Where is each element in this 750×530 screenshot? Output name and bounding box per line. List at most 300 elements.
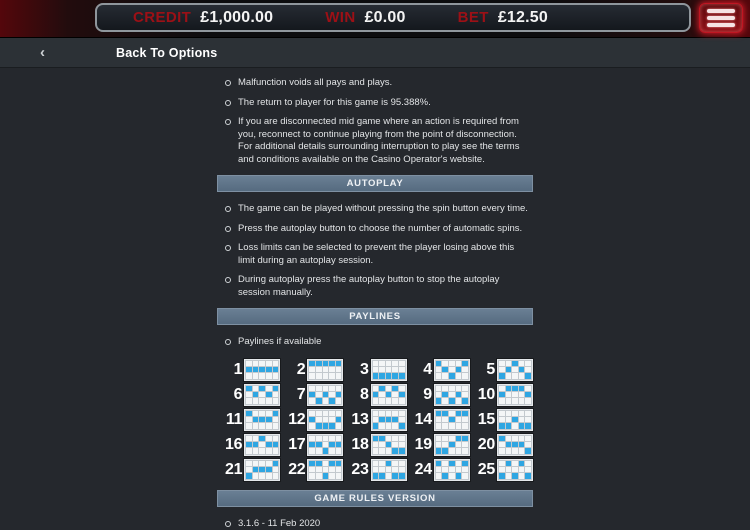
payline-cell [386, 392, 392, 397]
payline-cell [309, 461, 315, 466]
payline-cell [506, 361, 512, 366]
payline-grid-icon [434, 409, 470, 431]
bullet-text: Paylines if available [238, 336, 321, 347]
payline-cell [253, 367, 259, 372]
payline-cell [499, 423, 505, 428]
payline-cell [449, 448, 455, 453]
payline-cell [442, 361, 448, 366]
payline-cell [329, 392, 335, 397]
payline-cell [373, 386, 379, 391]
bullet-circle-icon [225, 245, 231, 251]
payline-cell [456, 461, 462, 466]
payline-cell [323, 448, 329, 453]
payline-cell [519, 473, 525, 478]
payline-cell [246, 473, 252, 478]
payline-cell [449, 398, 455, 403]
payline-cell [336, 461, 342, 466]
payline-item [280, 384, 343, 406]
payline-cell [442, 436, 448, 441]
payline-cell [266, 473, 272, 478]
payline-cell [525, 448, 531, 453]
payline-cell [273, 448, 279, 453]
payline-cell [273, 411, 279, 416]
payline-cell [309, 473, 315, 478]
payline-cell [499, 417, 505, 422]
payline-cell [266, 467, 272, 472]
payline-cell [386, 361, 392, 366]
payline-item [407, 409, 470, 431]
payline-number: 12 [288, 411, 305, 429]
bullet-item [225, 77, 533, 90]
paylines-table [217, 359, 533, 481]
payline-cell [525, 467, 531, 472]
payline-cell [512, 448, 518, 453]
payline-cell [253, 417, 259, 422]
payline-cell [525, 473, 531, 478]
payline-cell [399, 392, 405, 397]
payline-cell [506, 461, 512, 466]
payline-cell [309, 386, 315, 391]
payline-cell [392, 411, 398, 416]
payline-grid-icon [497, 359, 533, 381]
payline-cell [329, 373, 335, 378]
payline-cell [519, 448, 525, 453]
payline-cell [273, 423, 279, 428]
payline-cell [379, 436, 385, 441]
payline-cell [449, 367, 455, 372]
payline-cell [329, 461, 335, 466]
payline-cell [336, 467, 342, 472]
payline-cell [246, 461, 252, 466]
payline-cell [449, 436, 455, 441]
payline-cell [519, 386, 525, 391]
payline-cell [399, 442, 405, 447]
payline-cell [329, 423, 335, 428]
payline-grid-icon [434, 434, 470, 456]
payline-cell [309, 361, 315, 366]
payline-item [280, 434, 343, 456]
payline-number: 6 [234, 386, 243, 404]
payline-cell [379, 361, 385, 366]
payline-cell [436, 386, 442, 391]
bullet-item [225, 116, 533, 166]
payline-cell [336, 436, 342, 441]
payline-cell [506, 398, 512, 403]
paylines-note-list [217, 330, 533, 349]
payline-cell [246, 436, 252, 441]
payline-cell [525, 423, 531, 428]
bullet-text: The game can be played without pressing the spin button every time. [238, 203, 528, 214]
payline-cell [392, 436, 398, 441]
payline-cell [449, 386, 455, 391]
payline-cell [519, 442, 525, 447]
payline-cell [316, 411, 322, 416]
version-section-header: GAME RULES VERSION [217, 490, 533, 507]
bullet-circle-icon [225, 277, 231, 283]
payline-cell [456, 467, 462, 472]
payline-cell [462, 442, 468, 447]
payline-number: 8 [360, 386, 369, 404]
payline-cell [316, 467, 322, 472]
payline-cell [399, 386, 405, 391]
payline-cell [436, 423, 442, 428]
payline-cell [525, 436, 531, 441]
bet-group [458, 9, 548, 27]
payline-number: 16 [225, 436, 242, 454]
payline-cell [506, 448, 512, 453]
payline-cell [462, 461, 468, 466]
payline-cell [399, 423, 405, 428]
back-chevron-icon[interactable]: ‹ [40, 44, 45, 61]
payline-cell [259, 361, 265, 366]
payline-cell [373, 361, 379, 366]
payline-cell [436, 411, 442, 416]
payline-number: 7 [297, 386, 306, 404]
payline-cell [323, 361, 329, 366]
payline-cell [462, 411, 468, 416]
payline-cell [379, 417, 385, 422]
payline-item [470, 459, 533, 481]
payline-cell [506, 417, 512, 422]
payline-item [470, 359, 533, 381]
payline-cell [316, 398, 322, 403]
payline-cell [399, 473, 405, 478]
payline-cell [392, 373, 398, 378]
payline-cell [259, 411, 265, 416]
payline-grid-icon [307, 434, 343, 456]
payline-item [407, 359, 470, 381]
payline-cell [273, 436, 279, 441]
payline-cell [379, 467, 385, 472]
back-to-options-label[interactable]: Back To Options [116, 46, 217, 60]
payline-cell [336, 411, 342, 416]
payline-number: 23 [351, 461, 368, 479]
payline-cell [442, 367, 448, 372]
payline-cell [506, 373, 512, 378]
payline-cell [456, 436, 462, 441]
payline-number: 4 [423, 361, 432, 379]
payline-cell [449, 473, 455, 478]
autoplay-rules-list [217, 197, 533, 299]
payline-cell [323, 398, 329, 403]
payline-cell [309, 448, 315, 453]
bullet-circle-icon [225, 80, 231, 86]
payline-cell [316, 361, 322, 366]
payline-cell [253, 386, 259, 391]
payline-cell [512, 423, 518, 428]
payline-cell [512, 436, 518, 441]
payline-cell [519, 398, 525, 403]
payline-cell [392, 386, 398, 391]
payline-cell [336, 367, 342, 372]
payline-cell [246, 392, 252, 397]
payline-cell [442, 442, 448, 447]
payline-cell [519, 367, 525, 372]
bullet-text: Press the autoplay button to choose the number of automatic spins. [238, 223, 522, 234]
payline-grid-icon [307, 359, 343, 381]
payline-cell [259, 436, 265, 441]
payline-cell [373, 473, 379, 478]
payline-cell [373, 398, 379, 403]
payline-cell [379, 398, 385, 403]
payline-cell [462, 417, 468, 422]
payline-cell [259, 398, 265, 403]
payline-cell [499, 392, 505, 397]
payline-cell [273, 461, 279, 466]
payline-cell [442, 448, 448, 453]
bullet-text: The return to player for this game is 95.388%. [238, 97, 431, 108]
payline-cell [519, 411, 525, 416]
payline-cell [253, 448, 259, 453]
payline-grid-icon [434, 459, 470, 481]
bullet-text: Loss limits can be selected to prevent the player losing above this limit during an autoplay session. [238, 242, 514, 266]
bullet-item [225, 274, 533, 299]
payline-cell [386, 442, 392, 447]
payline-cell [309, 373, 315, 378]
payline-cell [373, 373, 379, 378]
payline-cell [329, 436, 335, 441]
payline-cell [456, 448, 462, 453]
payline-cell [386, 423, 392, 428]
payline-cell [259, 386, 265, 391]
payline-cell [392, 448, 398, 453]
payline-cell [462, 392, 468, 397]
payline-cell [519, 467, 525, 472]
payline-cell [273, 467, 279, 472]
payline-number: 15 [478, 411, 495, 429]
general-rules-list [217, 71, 533, 166]
payline-cell [449, 461, 455, 466]
payline-cell [436, 398, 442, 403]
payline-cell [449, 361, 455, 366]
payline-cell [316, 392, 322, 397]
payline-grid-icon [371, 434, 407, 456]
payline-cell [266, 411, 272, 416]
payline-grid-icon [371, 359, 407, 381]
payline-cell [273, 367, 279, 372]
payline-cell [499, 398, 505, 403]
payline-cell [525, 461, 531, 466]
top-status-bar [0, 0, 750, 38]
payline-cell [309, 467, 315, 472]
bullet-item [225, 242, 533, 267]
payline-cell [323, 367, 329, 372]
payline-cell [392, 461, 398, 466]
payline-grid-icon [434, 384, 470, 406]
payline-cell [499, 386, 505, 391]
payline-cell [273, 473, 279, 478]
menu-button[interactable] [699, 3, 743, 33]
payline-number: 22 [288, 461, 305, 479]
payline-grid-icon [244, 434, 280, 456]
payline-cell [462, 448, 468, 453]
payline-cell [436, 473, 442, 478]
payline-cell [442, 467, 448, 472]
payline-cell [392, 442, 398, 447]
payline-cell [506, 411, 512, 416]
payline-cell [253, 442, 259, 447]
payline-cell [336, 398, 342, 403]
payline-cell [436, 436, 442, 441]
payline-cell [259, 448, 265, 453]
payline-grid-icon [497, 409, 533, 431]
payline-cell [386, 461, 392, 466]
payline-number: 10 [478, 386, 495, 404]
payline-cell [525, 411, 531, 416]
payline-item [407, 384, 470, 406]
payline-cell [399, 417, 405, 422]
payline-cell [512, 367, 518, 372]
payline-grid-icon [244, 409, 280, 431]
payline-cell [456, 398, 462, 403]
paylines-section-header: PAYLINES [217, 308, 533, 325]
payline-cell [499, 461, 505, 466]
payline-item [217, 434, 280, 456]
payline-cell [399, 461, 405, 466]
payline-number: 2 [297, 361, 306, 379]
payline-cell [273, 373, 279, 378]
payline-cell [253, 361, 259, 366]
payline-cell [373, 367, 379, 372]
payline-cell [386, 436, 392, 441]
payline-cell [506, 392, 512, 397]
credit-win-bet-panel [95, 3, 691, 32]
payline-cell [499, 436, 505, 441]
payline-cell [316, 386, 322, 391]
payline-cell [379, 461, 385, 466]
payline-cell [309, 417, 315, 422]
payline-cell [379, 386, 385, 391]
payline-cell [273, 361, 279, 366]
payline-cell [253, 411, 259, 416]
payline-item [217, 459, 280, 481]
back-nav-bar[interactable] [0, 38, 750, 68]
payline-cell [456, 411, 462, 416]
payline-cell [266, 373, 272, 378]
payline-cell [519, 461, 525, 466]
win-group [325, 9, 405, 27]
payline-cell [399, 398, 405, 403]
payline-cell [399, 373, 405, 378]
payline-item [470, 384, 533, 406]
payline-cell [436, 461, 442, 466]
rules-column [217, 71, 533, 530]
payline-cell [246, 411, 252, 416]
payline-cell [462, 373, 468, 378]
payline-item [470, 434, 533, 456]
payline-cell [316, 436, 322, 441]
payline-cell [519, 361, 525, 366]
credit-value: £1,000.00 [200, 9, 273, 27]
payline-cell [309, 411, 315, 416]
payline-cell [329, 473, 335, 478]
payline-cell [449, 392, 455, 397]
payline-cell [512, 467, 518, 472]
bullet-text: 3.1.6 - 11 Feb 2020 [238, 518, 320, 529]
payline-item [217, 359, 280, 381]
payline-cell [336, 392, 342, 397]
payline-grid-icon [497, 459, 533, 481]
payline-cell [316, 423, 322, 428]
payline-cell [436, 448, 442, 453]
payline-cell [309, 398, 315, 403]
payline-grid-icon [371, 409, 407, 431]
payline-cell [329, 367, 335, 372]
payline-cell [436, 442, 442, 447]
payline-cell [462, 436, 468, 441]
payline-cell [456, 442, 462, 447]
payline-cell [329, 442, 335, 447]
payline-cell [386, 398, 392, 403]
payline-cell [462, 386, 468, 391]
payline-cell [309, 423, 315, 428]
payline-cell [392, 398, 398, 403]
payline-cell [399, 411, 405, 416]
payline-cell [323, 442, 329, 447]
payline-cell [273, 442, 279, 447]
payline-cell [386, 386, 392, 391]
payline-number: 13 [351, 411, 368, 429]
payline-cell [519, 417, 525, 422]
payline-cell [316, 473, 322, 478]
payline-cell [386, 473, 392, 478]
payline-cell [329, 411, 335, 416]
payline-cell [456, 367, 462, 372]
payline-cell [399, 361, 405, 366]
bet-label: BET [458, 9, 489, 26]
payline-cell [273, 417, 279, 422]
payline-cell [462, 398, 468, 403]
payline-cell [442, 411, 448, 416]
payline-cell [246, 398, 252, 403]
payline-cell [253, 473, 259, 478]
payline-grid-icon [244, 359, 280, 381]
payline-item [343, 434, 406, 456]
credit-label: CREDIT [133, 9, 191, 26]
payline-number: 25 [478, 461, 495, 479]
payline-item [407, 459, 470, 481]
payline-cell [499, 373, 505, 378]
payline-cell [259, 442, 265, 447]
payline-cell [449, 423, 455, 428]
payline-cell [519, 392, 525, 397]
bullet-text: If you are disconnected mid game where an action is required from you, reconnect to continue playing from the point of disconnection. For additional details surrounding interruption to play see the terms and conditions available on the Casino Operator's website. [238, 116, 519, 165]
autoplay-section-header: AUTOPLAY [217, 175, 533, 192]
payline-cell [273, 386, 279, 391]
payline-cell [456, 386, 462, 391]
payline-cell [259, 423, 265, 428]
payline-cell [253, 398, 259, 403]
payline-cell [373, 411, 379, 416]
payline-cell [506, 436, 512, 441]
payline-number: 11 [226, 411, 242, 429]
payline-cell [379, 392, 385, 397]
payline-cell [449, 417, 455, 422]
rules-scroll-area [0, 68, 750, 530]
bullet-circle-icon [225, 521, 231, 527]
payline-cell [462, 367, 468, 372]
payline-grid-icon [371, 459, 407, 481]
payline-cell [456, 423, 462, 428]
payline-cell [499, 411, 505, 416]
payline-grid-icon [244, 459, 280, 481]
payline-cell [506, 467, 512, 472]
payline-cell [379, 423, 385, 428]
payline-cell [386, 411, 392, 416]
payline-cell [266, 386, 272, 391]
payline-number: 21 [225, 461, 242, 479]
payline-cell [449, 467, 455, 472]
